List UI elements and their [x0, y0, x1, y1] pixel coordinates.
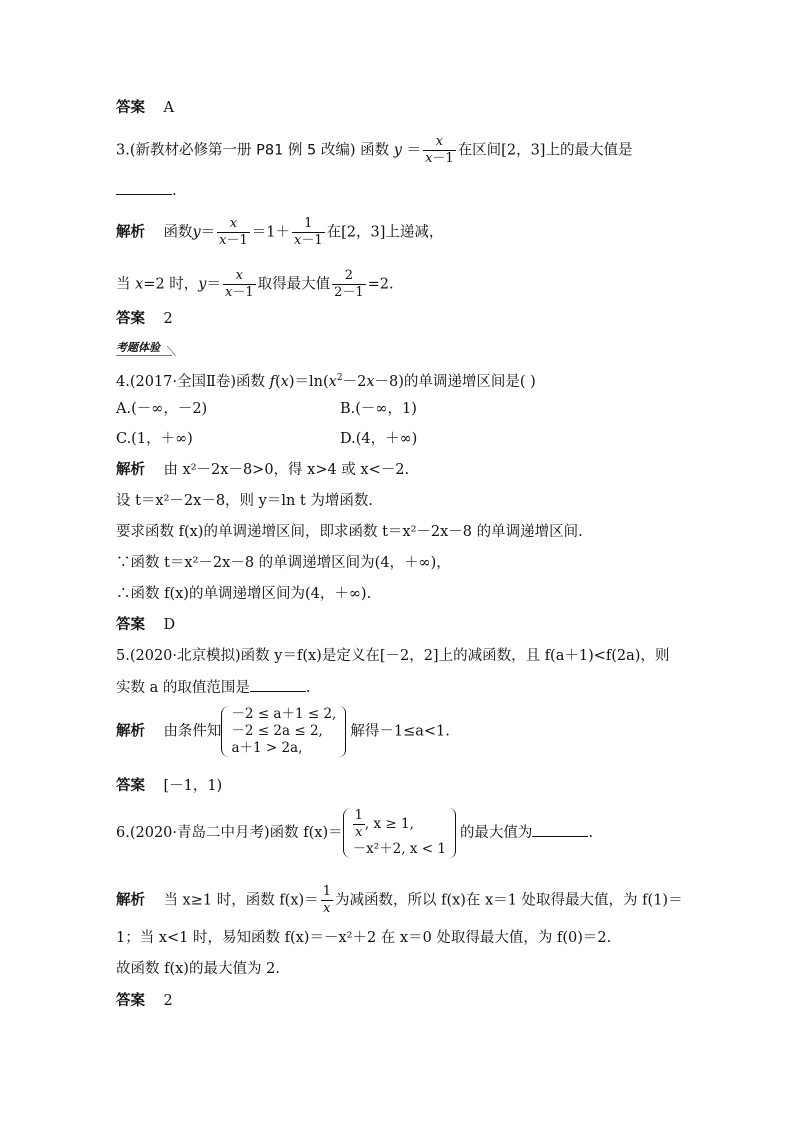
- answer-line-2b: [116, 991, 173, 1011]
- solution-label: 解析: [116, 462, 145, 478]
- fraction-x-over-x-minus-1: $\frac{x}{x-1}$: [425, 134, 454, 166]
- section-tag: 考题体验: [116, 339, 172, 356]
- answer-label: 答案: [116, 993, 145, 1009]
- answer-value: A: [163, 100, 174, 116]
- solution-4-line-1: 解析 由 x²－2x－8>0，得 x>4 或 x<－2.: [116, 462, 410, 478]
- solution-5: 解析 由条件知 －2 ≤ a＋1 ≤ 2, －2 ≤ 2a ≤ 2, a＋1 > 2a, 解得－1≤a<1.: [116, 706, 450, 756]
- solution-4-line-3: 要求函数 f(x)的单调递增区间，即求函数 t＝x²－2x－8 的单调递增区间.: [116, 524, 583, 540]
- solution-3-line-2: 当 x=2 时，y＝ $\frac{x}{x-1}$ 取得最大值 $\frac{2}{2-1}$ =2.: [116, 268, 394, 300]
- answer-label: 答案: [116, 311, 145, 327]
- answer-line-d: [116, 615, 175, 635]
- solution-4-line-4: ∵函数 t＝x²－2x－8 的单调递增区间为(4，＋∞)，: [116, 555, 451, 571]
- question-3: 3.(新教材必修第一册 P81 例 5 改编) 函数 y ＝ $\frac{x}{x-1}$ 在区间[2，3]上的最大值是: [116, 134, 633, 166]
- question-6: 6.(2020·青岛二中月考)函数 f(x)＝ $\frac{1}{x}$ , x ≥ 1, －x²＋2, x < 1 的最大值为 .: [116, 808, 594, 857]
- answer-blank: [116, 180, 172, 195]
- solution-label: 解析: [116, 892, 145, 909]
- solution-4-line-5: ∴函数 f(x)的单调递增区间为(4，＋∞).: [116, 586, 372, 602]
- answer-value: 2: [163, 311, 173, 327]
- solution-label: 解析: [116, 723, 145, 740]
- option-d: D.(4，＋∞): [340, 431, 418, 447]
- answer-value: 2: [163, 993, 173, 1009]
- answer-line-a: [116, 98, 174, 118]
- solution-4-line-2: 设 t＝x²－2x－8，则 y＝ln t 为增函数.: [116, 493, 373, 509]
- question-5-line-2: 实数 a 的取值范围是 .: [116, 677, 310, 698]
- solution-6-line-1: 解析 当 x≥1 时，函数 f(x)＝ $\frac{1}{x}$ 为减函数，所以 f(x)在 x＝1 处取得最大值，为 f(1)＝: [116, 884, 683, 916]
- option-b: B.(－∞，1): [340, 401, 417, 417]
- solution-3-line-1: 解析 函数y＝ $\frac{x}{x-1}$ ＝1＋ $\frac{1}{x-1}$ 在[2，3]上递减，: [116, 216, 444, 248]
- option-a: A.(－∞，－2): [116, 401, 208, 417]
- answer-label: 答案: [116, 778, 145, 794]
- piecewise-function: $\frac{1}{x}$ , x ≥ 1, －x²＋2, x < 1: [343, 808, 460, 858]
- answer-blank: [250, 677, 306, 692]
- answer-line-range: [116, 776, 222, 796]
- solution-6-line-3: 故函数 f(x)的最大值为 2.: [116, 961, 280, 977]
- answer-label: 答案: [116, 100, 145, 116]
- answer-label: 答案: [116, 617, 145, 633]
- answer-value: [－1，1): [163, 778, 223, 794]
- inequality-system: －2 ≤ a＋1 ≤ 2, －2 ≤ 2a ≤ 2, a＋1 > 2a,: [221, 706, 350, 757]
- solution-6-line-2: 1；当 x<1 时，易知函数 f(x)＝－x²＋2 在 x＝0 处取得最大值，为 f(0)＝2.: [116, 930, 612, 946]
- answer-value: D: [163, 617, 176, 633]
- question-3-source: 新教材必修第一册 P81 例 5 改编: [135, 142, 350, 159]
- solution-label: 解析: [116, 224, 145, 241]
- question-3-blank-line: .: [116, 180, 177, 201]
- question-5-line-1: 5.(2020·北京模拟)函数 y＝f(x)是定义在[－2，2]上的减函数，且 f(a＋1)<f(2a)，则: [116, 648, 670, 664]
- option-c: C.(1，＋∞): [116, 431, 193, 447]
- answer-blank: [532, 822, 588, 837]
- question-4: 4.(2017·全国Ⅱ卷)函数 $f(x)=\ln(x^2-2x-8)$的单调递增区间是( ): [116, 373, 536, 390]
- answer-line-2a: [116, 309, 173, 329]
